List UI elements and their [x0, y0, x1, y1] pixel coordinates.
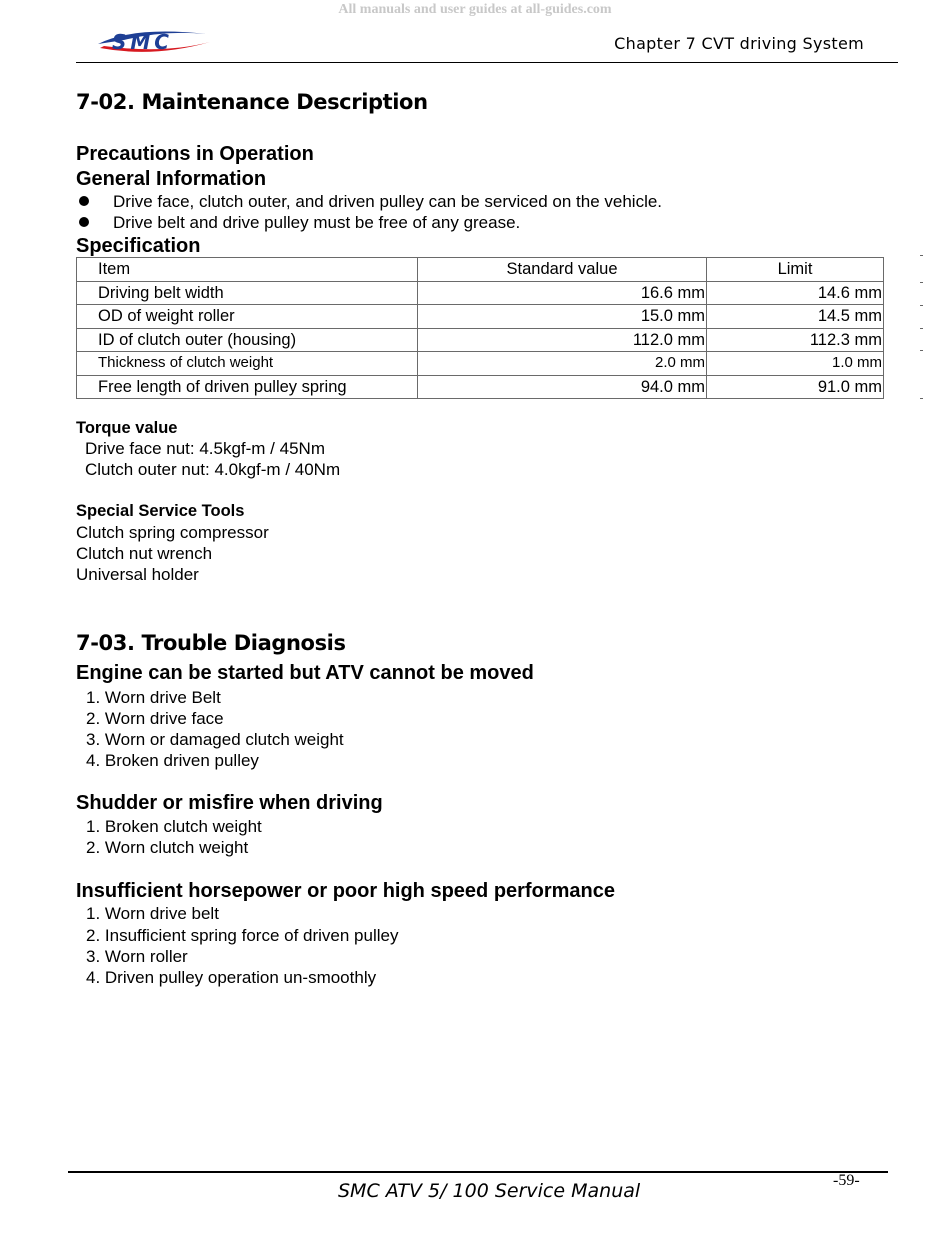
- table-header-cell: Limit: [707, 258, 884, 282]
- tool-item: Clutch nut wrench: [76, 544, 213, 563]
- table-cell-item: ID of clutch outer (housing): [77, 328, 418, 352]
- svg-text:SMC: SMC: [112, 30, 173, 54]
- margin-mark: [920, 398, 923, 399]
- list-item: 1. Broken clutch weight: [86, 817, 262, 836]
- list-item: 3. Worn roller: [86, 947, 188, 966]
- list-item: 1. Worn drive belt: [86, 904, 219, 923]
- table-cell-standard: 15.0 mm: [418, 305, 707, 329]
- table-cell-limit: 112.3 mm: [707, 328, 884, 352]
- list-item: 2. Worn clutch weight: [86, 838, 249, 857]
- table-cell-standard: 2.0 mm: [418, 352, 707, 376]
- table-cell-item: OD of weight roller: [77, 305, 418, 329]
- table-header-row: [77, 258, 884, 282]
- table-header-cell: Item: [77, 258, 418, 282]
- specification-table: [76, 257, 884, 399]
- bullet-text: Drive belt and drive pulley must be free of any grease.: [113, 213, 521, 232]
- bullet-text: Drive face, clutch outer, and driven pulley can be serviced on the vehicle.: [113, 192, 663, 211]
- margin-mark: [920, 305, 923, 306]
- margin-mark: [920, 282, 923, 283]
- table-cell-standard: 94.0 mm: [418, 375, 707, 399]
- footer-manual-title: SMC ATV 5/ 100 Service Manual: [338, 1180, 641, 1202]
- table-cell-limit: 91.0 mm: [707, 375, 884, 399]
- smc-logo: [94, 24, 214, 60]
- heading-diagnosis-group: Engine can be started but ATV cannot be moved: [76, 662, 534, 684]
- heading-general-information: General Information: [76, 168, 267, 190]
- list-item: 2. Insufficient spring force of driven pulley: [86, 926, 399, 945]
- heading-special-service-tools: Special Service Tools: [76, 502, 245, 520]
- tool-item: Clutch spring compressor: [76, 523, 269, 542]
- list-item: 3. Worn or damaged clutch weight: [86, 730, 344, 749]
- section-title-trouble-diagnosis: 7-03. Trouble Diagnosis: [76, 631, 346, 655]
- tool-item: Universal holder: [76, 565, 199, 584]
- table-row: [77, 305, 884, 329]
- table-cell-item: Free length of driven pulley spring: [77, 375, 418, 399]
- table-row: [77, 375, 884, 399]
- heading-specification: Specification: [76, 235, 201, 257]
- table-cell-standard: 16.6 mm: [418, 281, 707, 305]
- page-number: -59-: [833, 1172, 860, 1189]
- table-cell-standard: 112.0 mm: [418, 328, 707, 352]
- torque-line: Drive face nut: 4.5kgf-m / 45Nm: [85, 439, 325, 458]
- footer-divider: [68, 1171, 888, 1173]
- heading-diagnosis-group: Shudder or misfire when driving: [76, 792, 383, 814]
- header-divider: [76, 62, 898, 63]
- table-cell-item: Driving belt width: [77, 281, 418, 305]
- bullet-icon: [79, 196, 89, 206]
- list-item: 4. Broken driven pulley: [86, 751, 259, 770]
- heading-precautions: Precautions in Operation: [76, 143, 314, 165]
- table-cell-limit: 14.6 mm: [707, 281, 884, 305]
- bullet-icon: [79, 217, 89, 227]
- table-cell-limit: 14.5 mm: [707, 305, 884, 329]
- watermark: All manuals and user guides at all-guides.com: [338, 2, 612, 17]
- table-cell-limit: 1.0 mm: [707, 352, 884, 376]
- margin-mark: [920, 255, 923, 256]
- table-cell-item: Thickness of clutch weight: [77, 352, 418, 376]
- table-header-cell: Standard value: [418, 258, 707, 282]
- chapter-title: Chapter 7 CVT driving System: [614, 34, 864, 53]
- section-title-maintenance: 7-02. Maintenance Description: [76, 90, 428, 114]
- list-item: 4. Driven pulley operation un-smoothly: [86, 968, 377, 987]
- list-item: 1. Worn drive Belt: [86, 688, 221, 707]
- list-item: 2. Worn drive face: [86, 709, 224, 728]
- heading-diagnosis-group: Insufficient horsepower or poor high speed performance: [76, 880, 615, 902]
- heading-torque-value: Torque value: [76, 419, 178, 437]
- table-row: [77, 281, 884, 305]
- margin-mark: [920, 328, 923, 329]
- table-row: [77, 352, 884, 376]
- torque-line: Clutch outer nut: 4.0kgf-m / 40Nm: [85, 460, 341, 479]
- table-row: [77, 328, 884, 352]
- margin-mark: [920, 350, 923, 351]
